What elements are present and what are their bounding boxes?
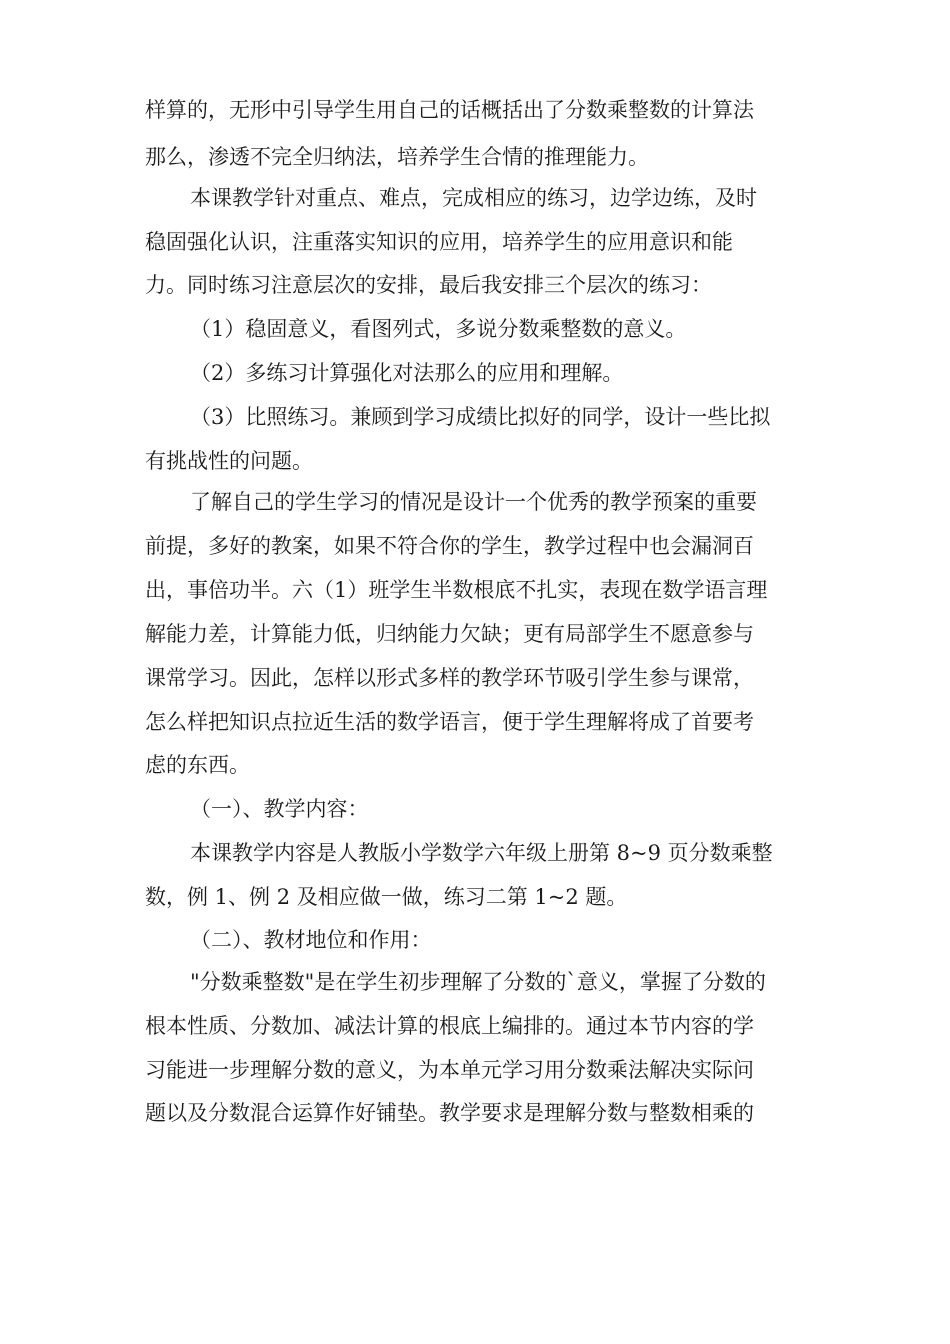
text-line: 那么，渗透不完全归纳法，培养学生合情的推理能力。	[145, 145, 649, 169]
text-line: 力。同时练习注意层次的安排，最后我安排三个层次的练习：	[145, 273, 712, 297]
text-line: 稳固强化认识，注重落实知识的应用，培养学生的应用意识和能	[145, 230, 733, 254]
text-line: 数，例 1、例 2 及相应做一做，练习二第 1~2 题。	[145, 885, 628, 909]
text-line: 题以及分数混合运算作好铺垫。教学要求是理解分数与整数相乘的	[145, 1101, 754, 1125]
text-line: （3）比照练习。兼顾到学习成绩比拟好的同学，设计一些比拟	[190, 405, 771, 429]
text-line: 根本性质、分数加、减法计算的根底上编排的。通过本节内容的学	[145, 1014, 754, 1038]
text-line: 本课教学内容是人教版小学数学六年级上册第 8~9 页分数乘整	[190, 841, 773, 865]
section-heading: （一）、教学内容：	[190, 797, 369, 821]
text-line: 出，事倍功半。六（1）班学生半数根底不扎实，表现在数学语言理	[145, 578, 768, 602]
text-line: 本课教学针对重点、难点，完成相应的练习，边学边练，及时	[190, 186, 757, 210]
text-line: 课常学习。因此，怎样以形式多样的教学环节吸引学生参与课常，	[145, 666, 754, 690]
section-heading: （二）、教材地位和作用：	[190, 928, 432, 952]
text-line: "分数乘整数"是在学生初步理解了分数的`意义，掌握了分数的	[190, 970, 766, 994]
text-line: （1）稳固意义，看图列式，多说分数乘整数的意义。	[190, 317, 687, 341]
text-line: 样算的，无形中引导学生用自己的话概括出了分数乘整数的计算法	[145, 98, 754, 122]
text-line: 虑的东西。	[145, 753, 250, 777]
text-line: 习能进一步理解分数的意义，为本单元学习用分数乘法解决实际问	[145, 1058, 754, 1082]
text-line: 前提，多好的教案，如果不符合你的学生，教学过程中也会漏洞百	[145, 534, 754, 558]
text-line: 有挑战性的问题。	[145, 449, 313, 473]
text-line: （2）多练习计算强化对法那么的应用和理解。	[190, 361, 624, 385]
text-line: 了解自己的学生学习的情况是设计一个优秀的教学预案的重要	[190, 490, 757, 514]
text-line: 怎么样把知识点拉近生活的数学语言，便于学生理解将成了首要考	[145, 710, 754, 734]
text-line: 解能力差，计算能力低，归纳能力欠缺；更有局部学生不愿意参与	[145, 622, 754, 646]
